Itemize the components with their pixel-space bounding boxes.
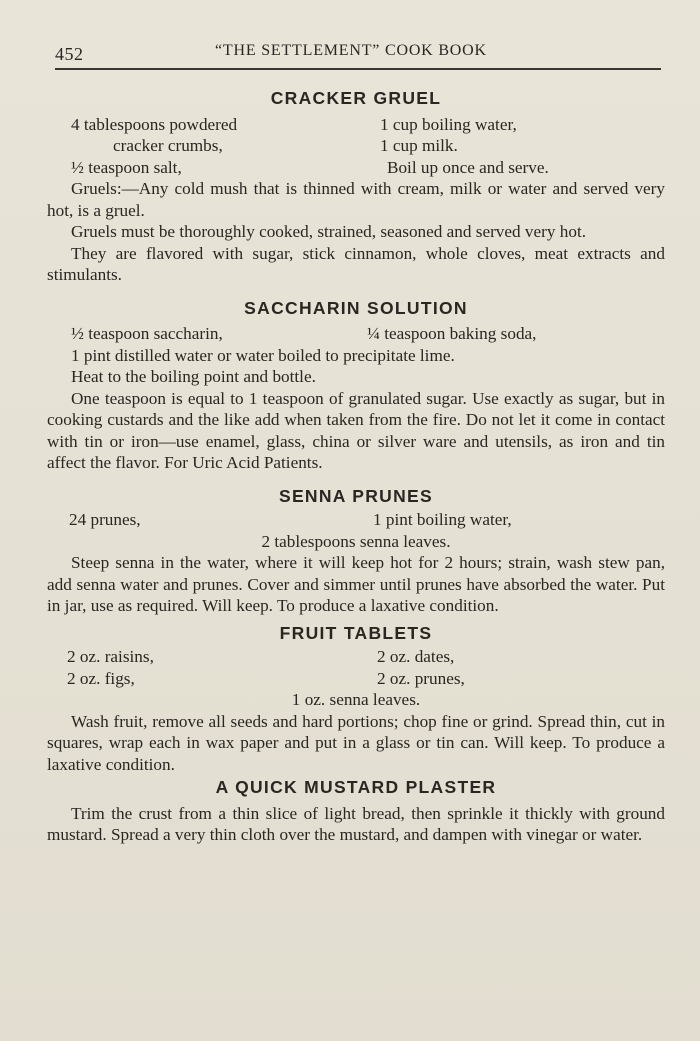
page-header: [55, 40, 660, 66]
paragraph: They are flavored with sugar, stick cinnamon, whole cloves, meat extracts and stimulants.: [47, 243, 665, 284]
recipe-saccharin-solution: [47, 298, 665, 474]
recipe-senna-prunes: [47, 486, 665, 617]
ingredient: 2 oz. dates,: [377, 647, 455, 666]
ingredient: ½ teaspoon salt,: [71, 157, 182, 177]
ingredient-list: [47, 509, 665, 552]
ingredient: 1 pint boiling water,: [373, 510, 512, 529]
ingredient-list: [47, 646, 665, 711]
page-content: [47, 88, 665, 846]
ingredient: 1 oz. senna leaves.: [291, 690, 421, 709]
ingredient: 2 oz. figs,: [67, 668, 135, 688]
ingredient: 24 prunes,: [69, 510, 141, 529]
ingredient: ½ teaspoon saccharin,: [71, 324, 223, 343]
paragraph: Trim the crust from a thin slice of light bread, then sprinkle it thickly with ground mustard. Spread a very thin cloth over the mustard, and dampen with vinegar or water.: [47, 803, 665, 844]
running-head: “THE SETTLEMENT” COOK BOOK: [215, 42, 487, 59]
recipe-title: FRUIT TABLETS: [279, 622, 433, 643]
ingredient: 4 tablespoons powdered: [71, 114, 238, 134]
recipe-title: A QUICK MUSTARD PLASTER: [215, 777, 497, 797]
paragraph: One teaspoon is equal to 1 teaspoon of granulated sugar. Use exactly as sugar, but in cooking custards and the like add when taken from the fire. Do not let it come in contact with tin or iron—use enamel, glass, china or silver ware and utensils, as iron and tin affect the flavor. For Uric Acid Patients.: [47, 388, 665, 472]
ingredient: 2 oz. raisins,: [67, 647, 154, 666]
recipe-title: CRACKER GRUEL: [270, 88, 442, 108]
recipe-fruit-tablets: [47, 623, 665, 776]
instruction: Boil up once and serve.: [387, 157, 549, 177]
ingredient: 2 tablespoons senna leaves.: [261, 531, 451, 551]
recipe-title: SACCHARIN SOLUTION: [244, 297, 468, 318]
instruction: Heat to the boiling point and bottle.: [71, 367, 316, 386]
page-number: 452: [55, 44, 84, 64]
ingredient: 2 oz. prunes,: [377, 668, 465, 688]
paragraph: Steep senna in the water, where it will keep hot for 2 hours; strain, wash stew pan, add senna water and prunes. Cover and simmer until prunes have absorbed the water. Put in jar, use as required. Will keep. To produce a laxative condition.: [47, 553, 665, 615]
paragraph: Gruels:—Any cold mush that is thinned with cream, milk or water and served very hot, is a gruel.: [47, 179, 665, 220]
ingredient: ¼ teaspoon baking soda,: [367, 324, 537, 343]
ingredient-list: [47, 323, 665, 388]
ingredient: 1 cup boiling water,: [380, 114, 517, 134]
recipe-cracker-gruel: [47, 88, 665, 286]
paragraph: Gruels must be thoroughly cooked, strained, seasoned and served very hot.: [71, 222, 587, 241]
ingredient-list: [47, 114, 665, 179]
ingredient: 1 pint distilled water or water boiled to precipitate lime.: [71, 345, 455, 365]
recipe-title: SENNA PRUNES: [278, 485, 433, 506]
paragraph: Wash fruit, remove all seeds and hard portions; chop fine or grind. Spread thin, cut in squares, wrap each in wax paper and put in a glass or tin can. Will keep. To produce a laxative condition.: [47, 711, 665, 774]
ingredient: 1 cup milk.: [380, 136, 458, 155]
header-rule: [55, 68, 661, 70]
ingredient: cracker crumbs,: [113, 136, 223, 155]
recipe-mustard-plaster: [47, 777, 665, 846]
